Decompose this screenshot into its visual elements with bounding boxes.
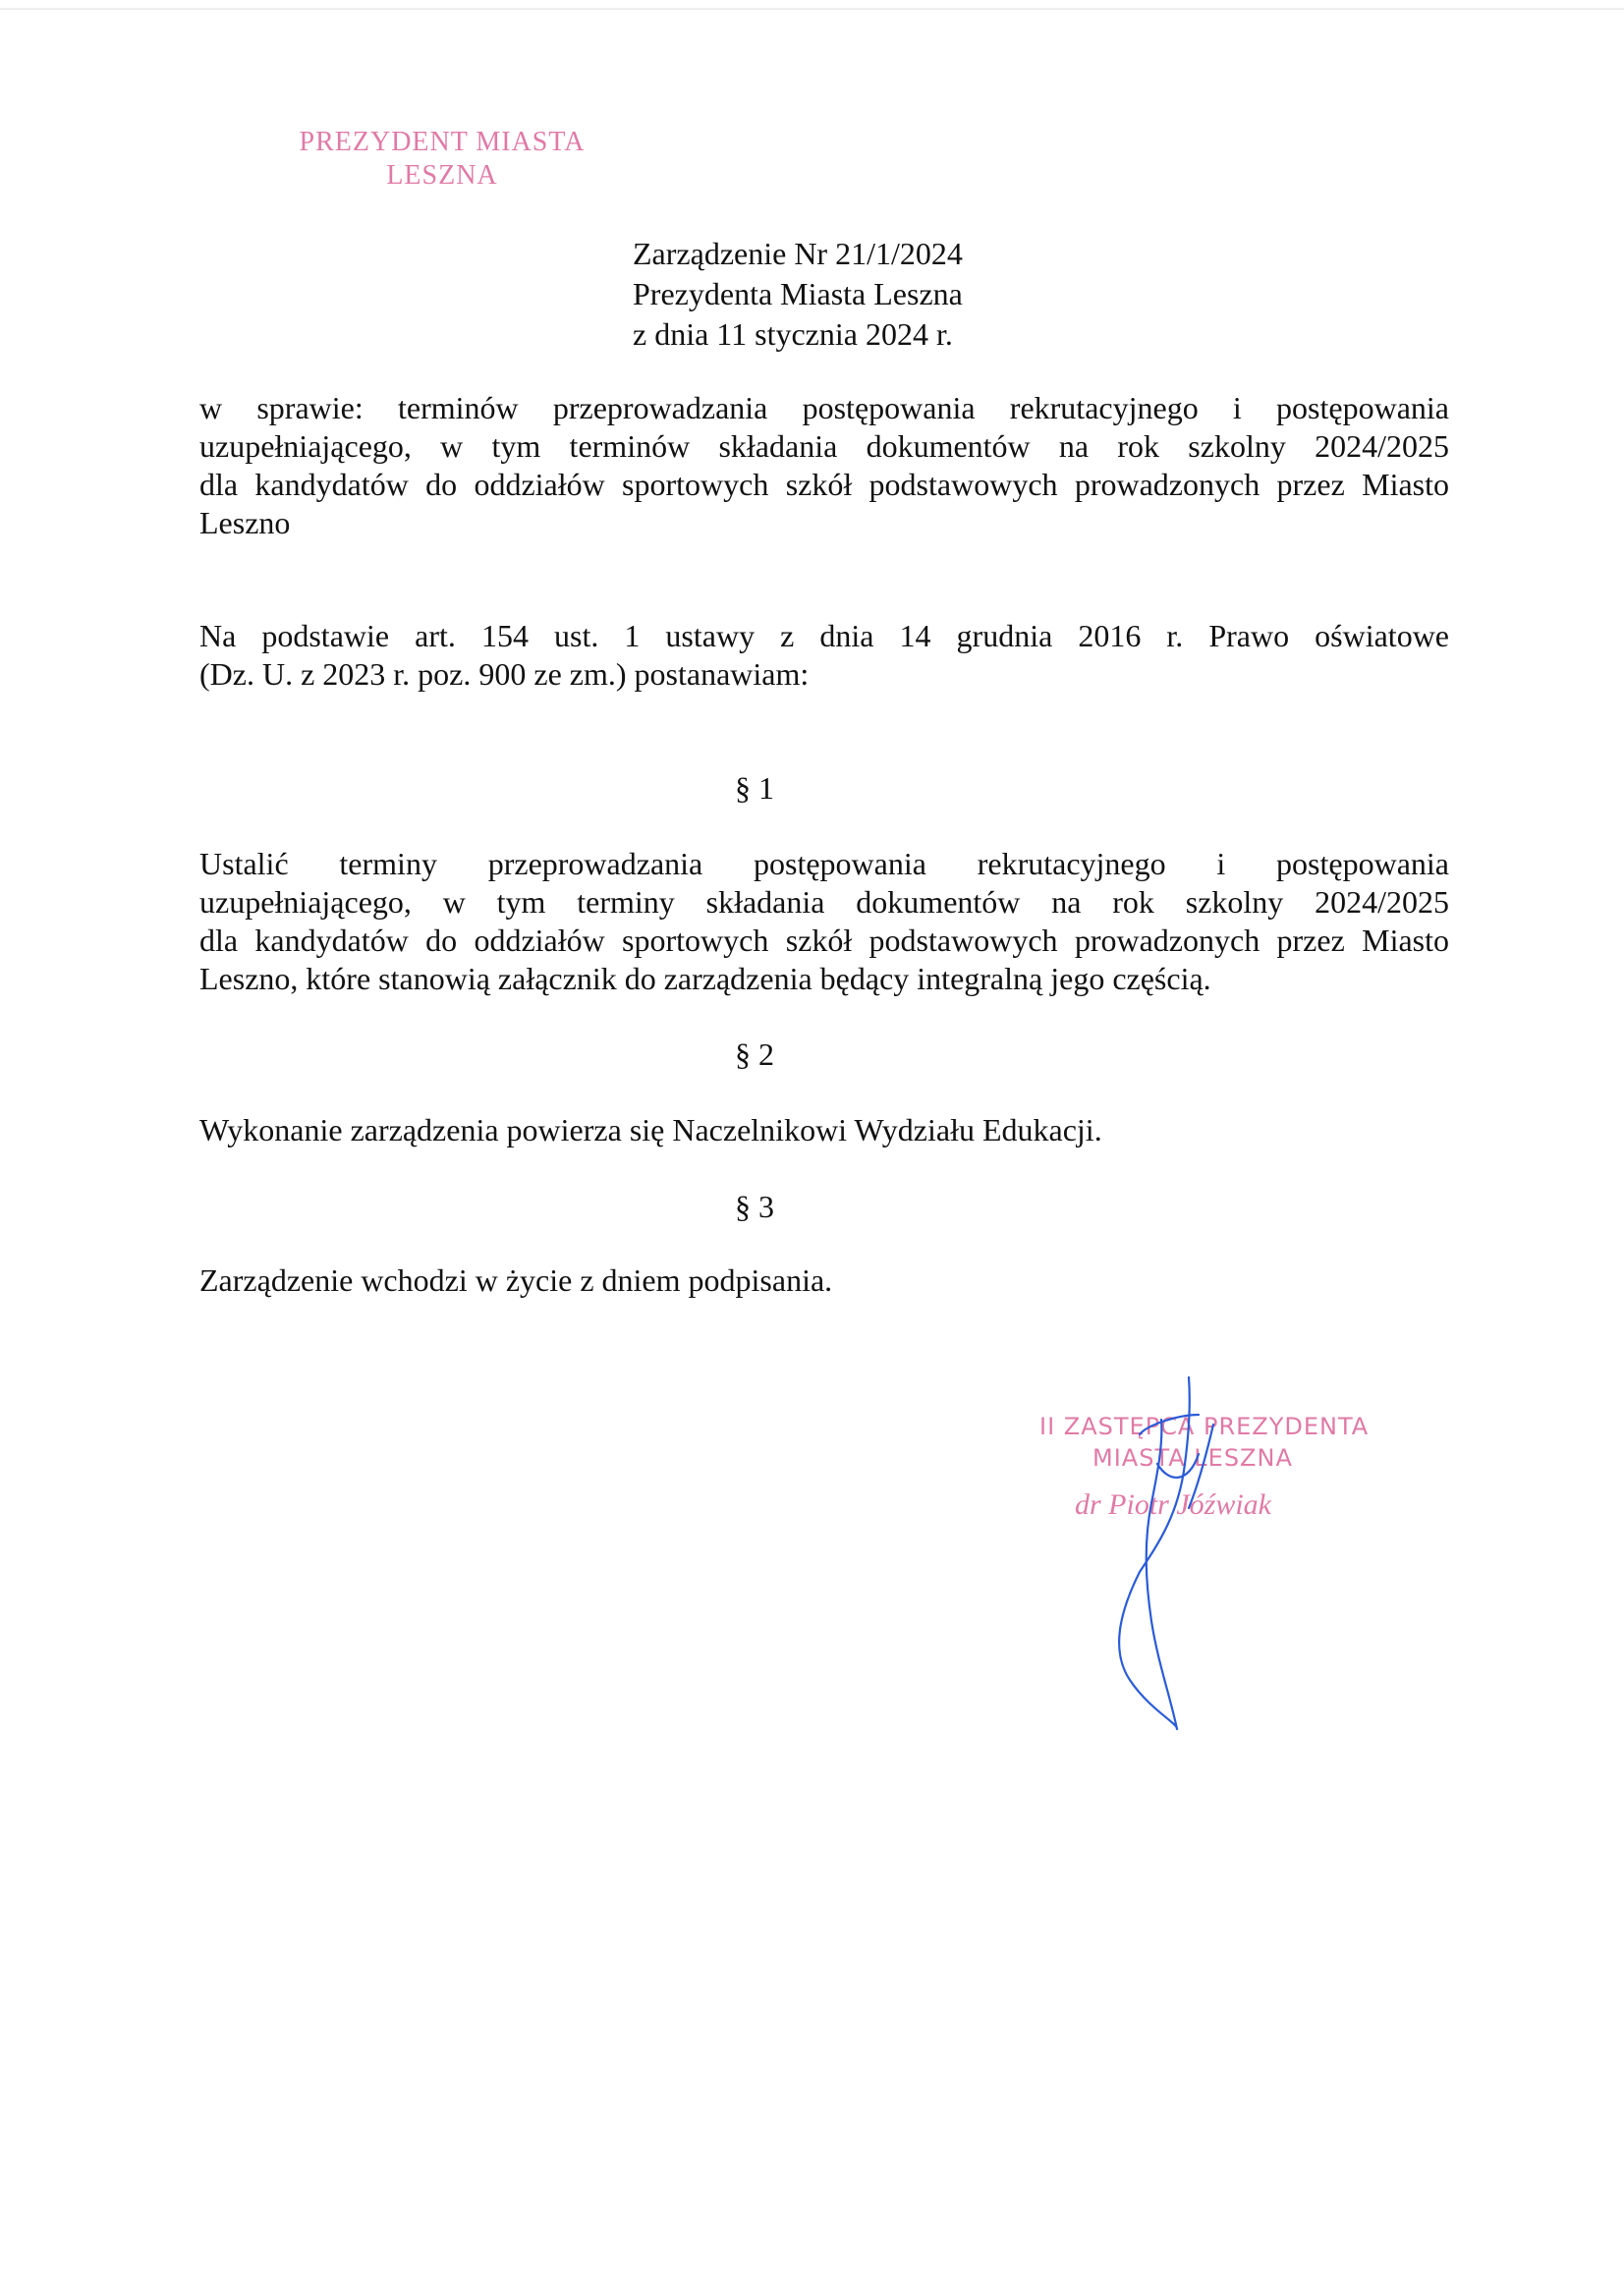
mayor-stamp-line1: PREZYDENT MIASTA <box>299 127 586 157</box>
scan-edge-line <box>0 8 1624 10</box>
subject-line-4: Leszno <box>199 505 291 540</box>
section-1-line-1: Ustalić terminy przeprowadzania postępowania rekrutacyjnego i postępowania <box>199 846 1449 881</box>
deputy-stamp-name: dr Piotr Jóźwiak <box>1075 1488 1271 1521</box>
section-3-mark: § 3 <box>735 1189 774 1224</box>
section-2-text: Wykonanie zarządzenia powierza się Naczelnikowi Wydziału Edukacji. <box>199 1112 1102 1147</box>
deputy-stamp-line2: MIASTA LESZNA <box>1092 1444 1293 1472</box>
mayor-stamp <box>295 126 589 193</box>
section-3-text: Zarządzenie wchodzi w życie z dniem podpisania. <box>199 1262 833 1298</box>
subject-line-3: dla kandydatów do oddziałów sportowych szkół podstawowych prowadzonych przez Miasto <box>199 467 1449 502</box>
section-2-mark: § 2 <box>735 1036 774 1072</box>
subject-line-2: uzupełniającego, w tym terminów składania dokumentów na rok szkolny 2024/2025 <box>199 428 1449 464</box>
deputy-stamp-line1: II ZASTĘPCA PREZYDENTA <box>1039 1413 1370 1440</box>
mayor-stamp-line2: LESZNA <box>386 160 498 191</box>
title-line-1: Zarządzenie Nr 21/1/2024 <box>633 236 963 271</box>
section-1-paragraph <box>199 845 1449 998</box>
section-1-line-2: uzupełniającego, w tym terminy składania dokumentów na rok szkolny 2024/2025 <box>199 884 1449 920</box>
title-line-3: z dnia 11 stycznia 2024 r. <box>633 316 953 352</box>
title-line-2: Prezydenta Miasta Leszna <box>633 276 963 311</box>
signature-stroke <box>1119 1377 1213 1729</box>
basis-line-2: (Dz. U. z 2023 r. poz. 900 ze zm.) postanawiam: <box>199 656 810 692</box>
document-title <box>633 234 963 355</box>
section-1-line-4: Leszno, które stanowią załącznik do zarządzenia będący integralną jego częścią. <box>199 961 1211 996</box>
subject-line-1: w sprawie: terminów przeprowadzania postępowania rekrutacyjnego i postępowania <box>199 390 1449 425</box>
section-1-mark: § 1 <box>735 770 774 806</box>
section-1-line-3: dla kandydatów do oddziałów sportowych szkół podstawowych prowadzonych przez Miasto <box>199 923 1449 958</box>
basis-line-1: Na podstawie art. 154 ust. 1 ustawy z dnia 14 grudnia 2016 r. Prawo oświatowe <box>199 618 1449 653</box>
handwritten-signature <box>1041 1375 1297 1749</box>
subject-paragraph <box>199 389 1449 542</box>
legal-basis-paragraph <box>199 617 1449 694</box>
